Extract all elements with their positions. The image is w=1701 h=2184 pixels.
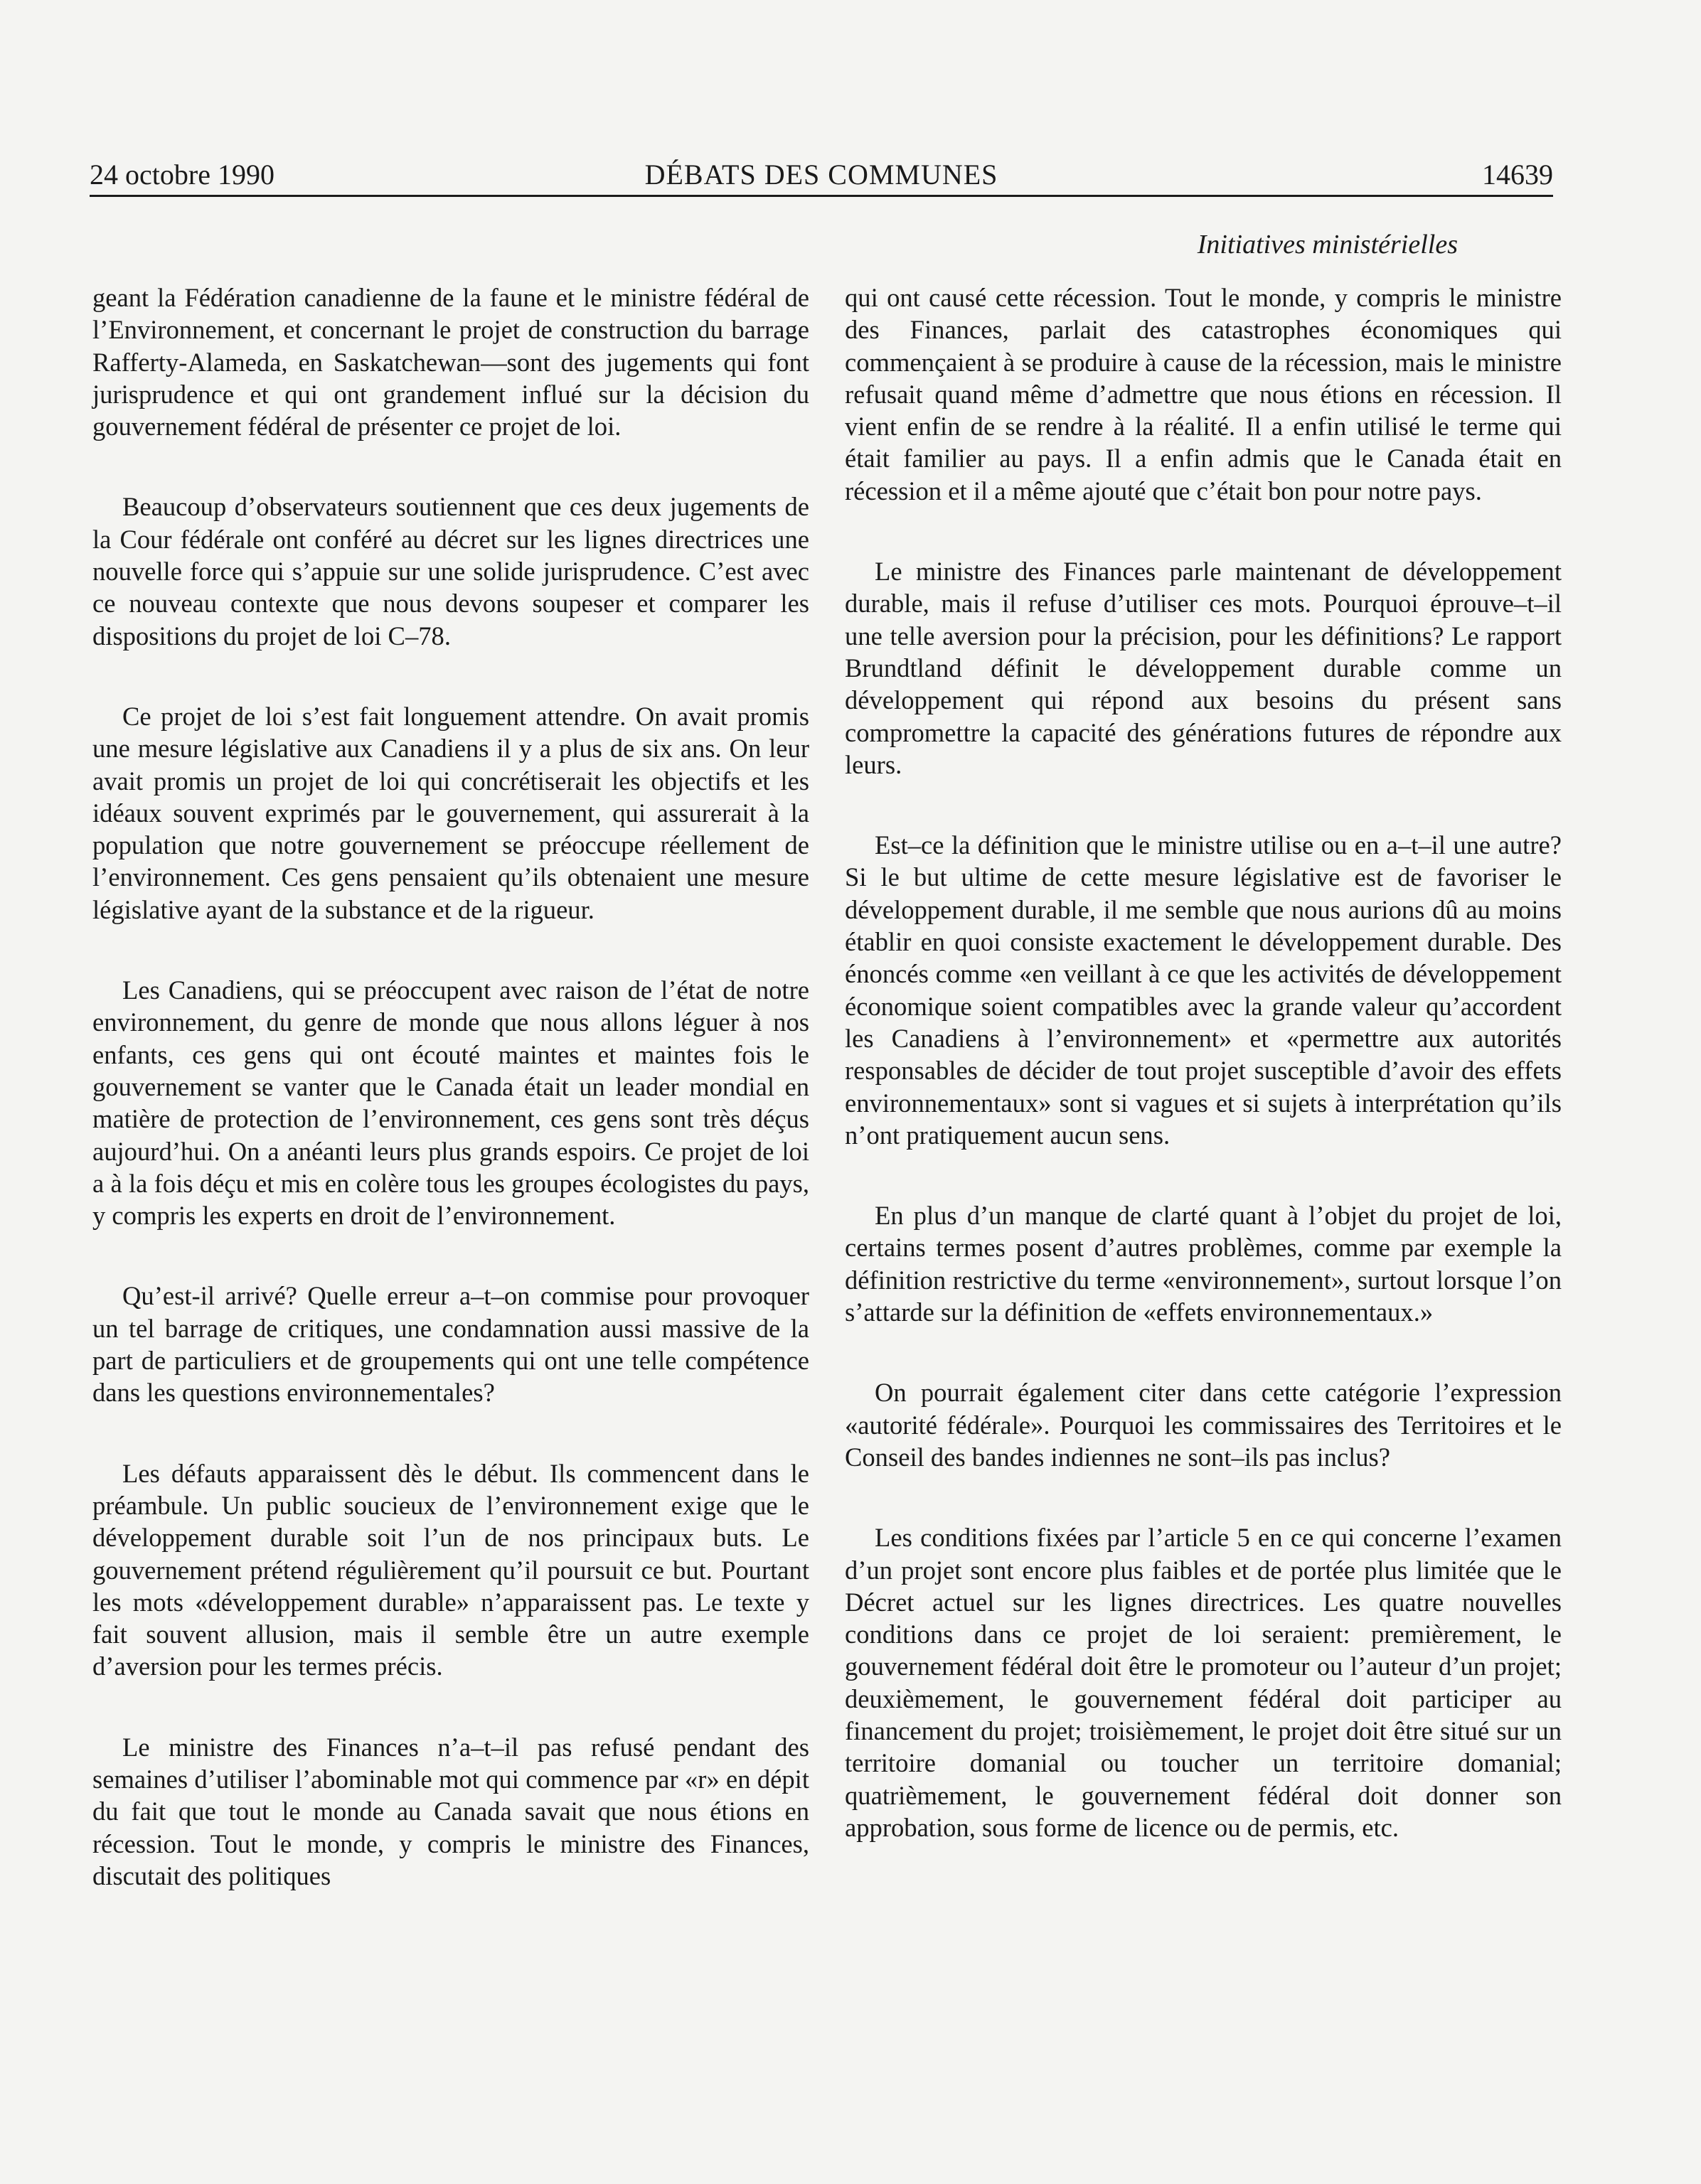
paragraph: Est–ce la définition que le ministre utilise ou en a–t–il une autre? Si le but ultime de cette mesure législative est de favoriser le développement durable, il me semble que nous aurions dû au moins établir en quoi consiste exactement le développement durable. Des énoncés comme «en veillant à ce que les activités de développement économique soient compatibles avec la grande valeur qu’accordent les Canadiens à l’environnement» et «permettre aux autorités responsables de décider de tout projet susceptible d’avoir des effets environnementaux» sont si vagues et si sujets à interprétation qu’ils n’ont pratiquement aucun sens. (845, 830, 1562, 1150)
paragraph: Beaucoup d’observateurs soutiennent que ces deux jugements de la Cour fédérale ont conféré au décret sur les lignes directrices une nouvelle force qui s’appuie sur une solide jurisprudence. C’est avec ce nouveau contexte que nous devons soupeser et comparer les dispositions du projet de loi C–78. (92, 492, 809, 651)
header-page-number: 14639 (1482, 159, 1553, 191)
section-label: Initiatives ministérielles (1197, 230, 1458, 259)
header-date: 24 octobre 1990 (90, 159, 274, 191)
paragraph: Qu’est-il arrivé? Quelle erreur a–t–on commise pour provoquer un tel barrage de critiques, une condamnation aussi massive de la part de particuliers et de groupements qui ont une telle compétence dans les questions environnementales? (92, 1281, 809, 1408)
paragraph: Le ministre des Finances parle maintenant de développement durable, mais il refuse d’utiliser ces mots. Pourquoi éprouve–t–il une telle aversion pour la précision, pour les définitions? Le rapport Brundtland définit le développement durable comme un développement qui répond aux besoins du présent sans compromettre la capacité des générations futures de répondre aux leurs. (845, 557, 1562, 779)
paragraph: Les défauts apparaissent dès le début. Ils commencent dans le préambule. Un public soucieux de l’environnement exige que le développement durable soit l’un de nos principaux buts. Le gouvernement prétend régulièrement qu’il poursuit ce but. Pourtant les mots «développement durable» n’apparaissent pas. Le texte y fait souvent allusion, mais il semble être un autre exemple d’aversion pour les termes précis. (92, 1458, 809, 1681)
left-column (92, 282, 809, 1940)
paragraph: Les Canadiens, qui se préoccupent avec raison de l’état de notre environnement, du genre de monde que nous allons léguer à nos enfants, ces gens qui ont écouté maintes et maintes fois le gouvernement se vanter que le Canada était un leader mondial en matière de protection de l’environnement, ces gens sont très déçus aujourd’hui. On a anéanti leurs plus grands espoirs. Ce projet de loi a à la fois déçu et mis en colère tous les groupes écologistes du pays, y compris les experts en droit de l’environnement. (92, 975, 809, 1231)
paragraph: Le ministre des Finances n’a–t–il pas refusé pendant des semaines d’utiliser l’abominable mot qui commence par «r» en dépit du fait que tout le monde au Canada savait que nous étions en récession. Tout le monde, y compris le ministre des Finances, discutait des politiques (92, 1732, 809, 1890)
header-title: DÉBATS DES COMMUNES (644, 159, 998, 191)
paragraph: geant la Fédération canadienne de la faune et le ministre fédéral de l’Environnement, et concernant le projet de construction du barrage Rafferty-Alameda, en Saskatchewan—sont des jugements qui font jurisprudence et qui ont grandement influé sur la décision du gouvernement fédéral de présenter ce projet de loi. (92, 283, 809, 441)
paragraph: Ce projet de loi s’est fait longuement attendre. On avait promis une mesure législative aux Canadiens il y a plus de six ans. On leur avait promis un projet de loi qui concrétiserait les objectifs et les idéaux souvent exprimés par le gouvernement, qui assurerait à la population que notre gouvernement se préoccupe réellement de l’environnement. Ces gens pensaient qu’ils obtenaient une mesure législative ayant de la substance et de la rigueur. (92, 701, 809, 924)
paragraph: En plus d’un manque de clarté quant à l’objet du projet de loi, certains termes posent d’autres problèmes, comme par exemple la définition restrictive du terme «environnement», surtout lorsque l’on s’attarde sur la définition de «effets environnementaux.» (845, 1201, 1562, 1327)
page-header (90, 155, 1553, 198)
paragraph: qui ont causé cette récession. Tout le monde, y compris le ministre des Finances, parlait des catastrophes économiques qui commençaient à se produire à cause de la récession, mais le ministre refusait quand même d’admettre que nous étions en récession. Il vient enfin de se rendre à la réalité. Il a enfin utilisé le terme qui était familier au pays. Il a enfin admis que le Canada était en récession et il a même ajouté que c’était bon pour notre pays. (845, 283, 1562, 505)
paragraph: Les conditions fixées par l’article 5 en ce qui concerne l’examen d’un projet sont encore plus faibles et de portée plus limitée que le Décret actuel sur les lignes directrices. Les quatre nouvelles conditions dans ce projet de loi seraient: premièrement, le gouvernement fédéral doit être le promoteur ou l’auteur d’un projet; deuxièmement, le gouvernement fédéral doit participer au financement du projet; troisièmement, le projet doit être situé sur un territoire domanial ou toucher un territoire domanial; quatrièmement, le gouvernement fédéral doit donner son approbation, sous forme de licence ou de permis, etc. (845, 1523, 1562, 1842)
paragraph: On pourrait également citer dans cette catégorie l’expression «autorité fédérale». Pourquoi les commissaires des Territoires et le Conseil des bandes indiennes ne sont–ils pas inclus? (845, 1378, 1562, 1472)
header-rule (90, 195, 1553, 197)
right-column (845, 282, 1562, 1892)
